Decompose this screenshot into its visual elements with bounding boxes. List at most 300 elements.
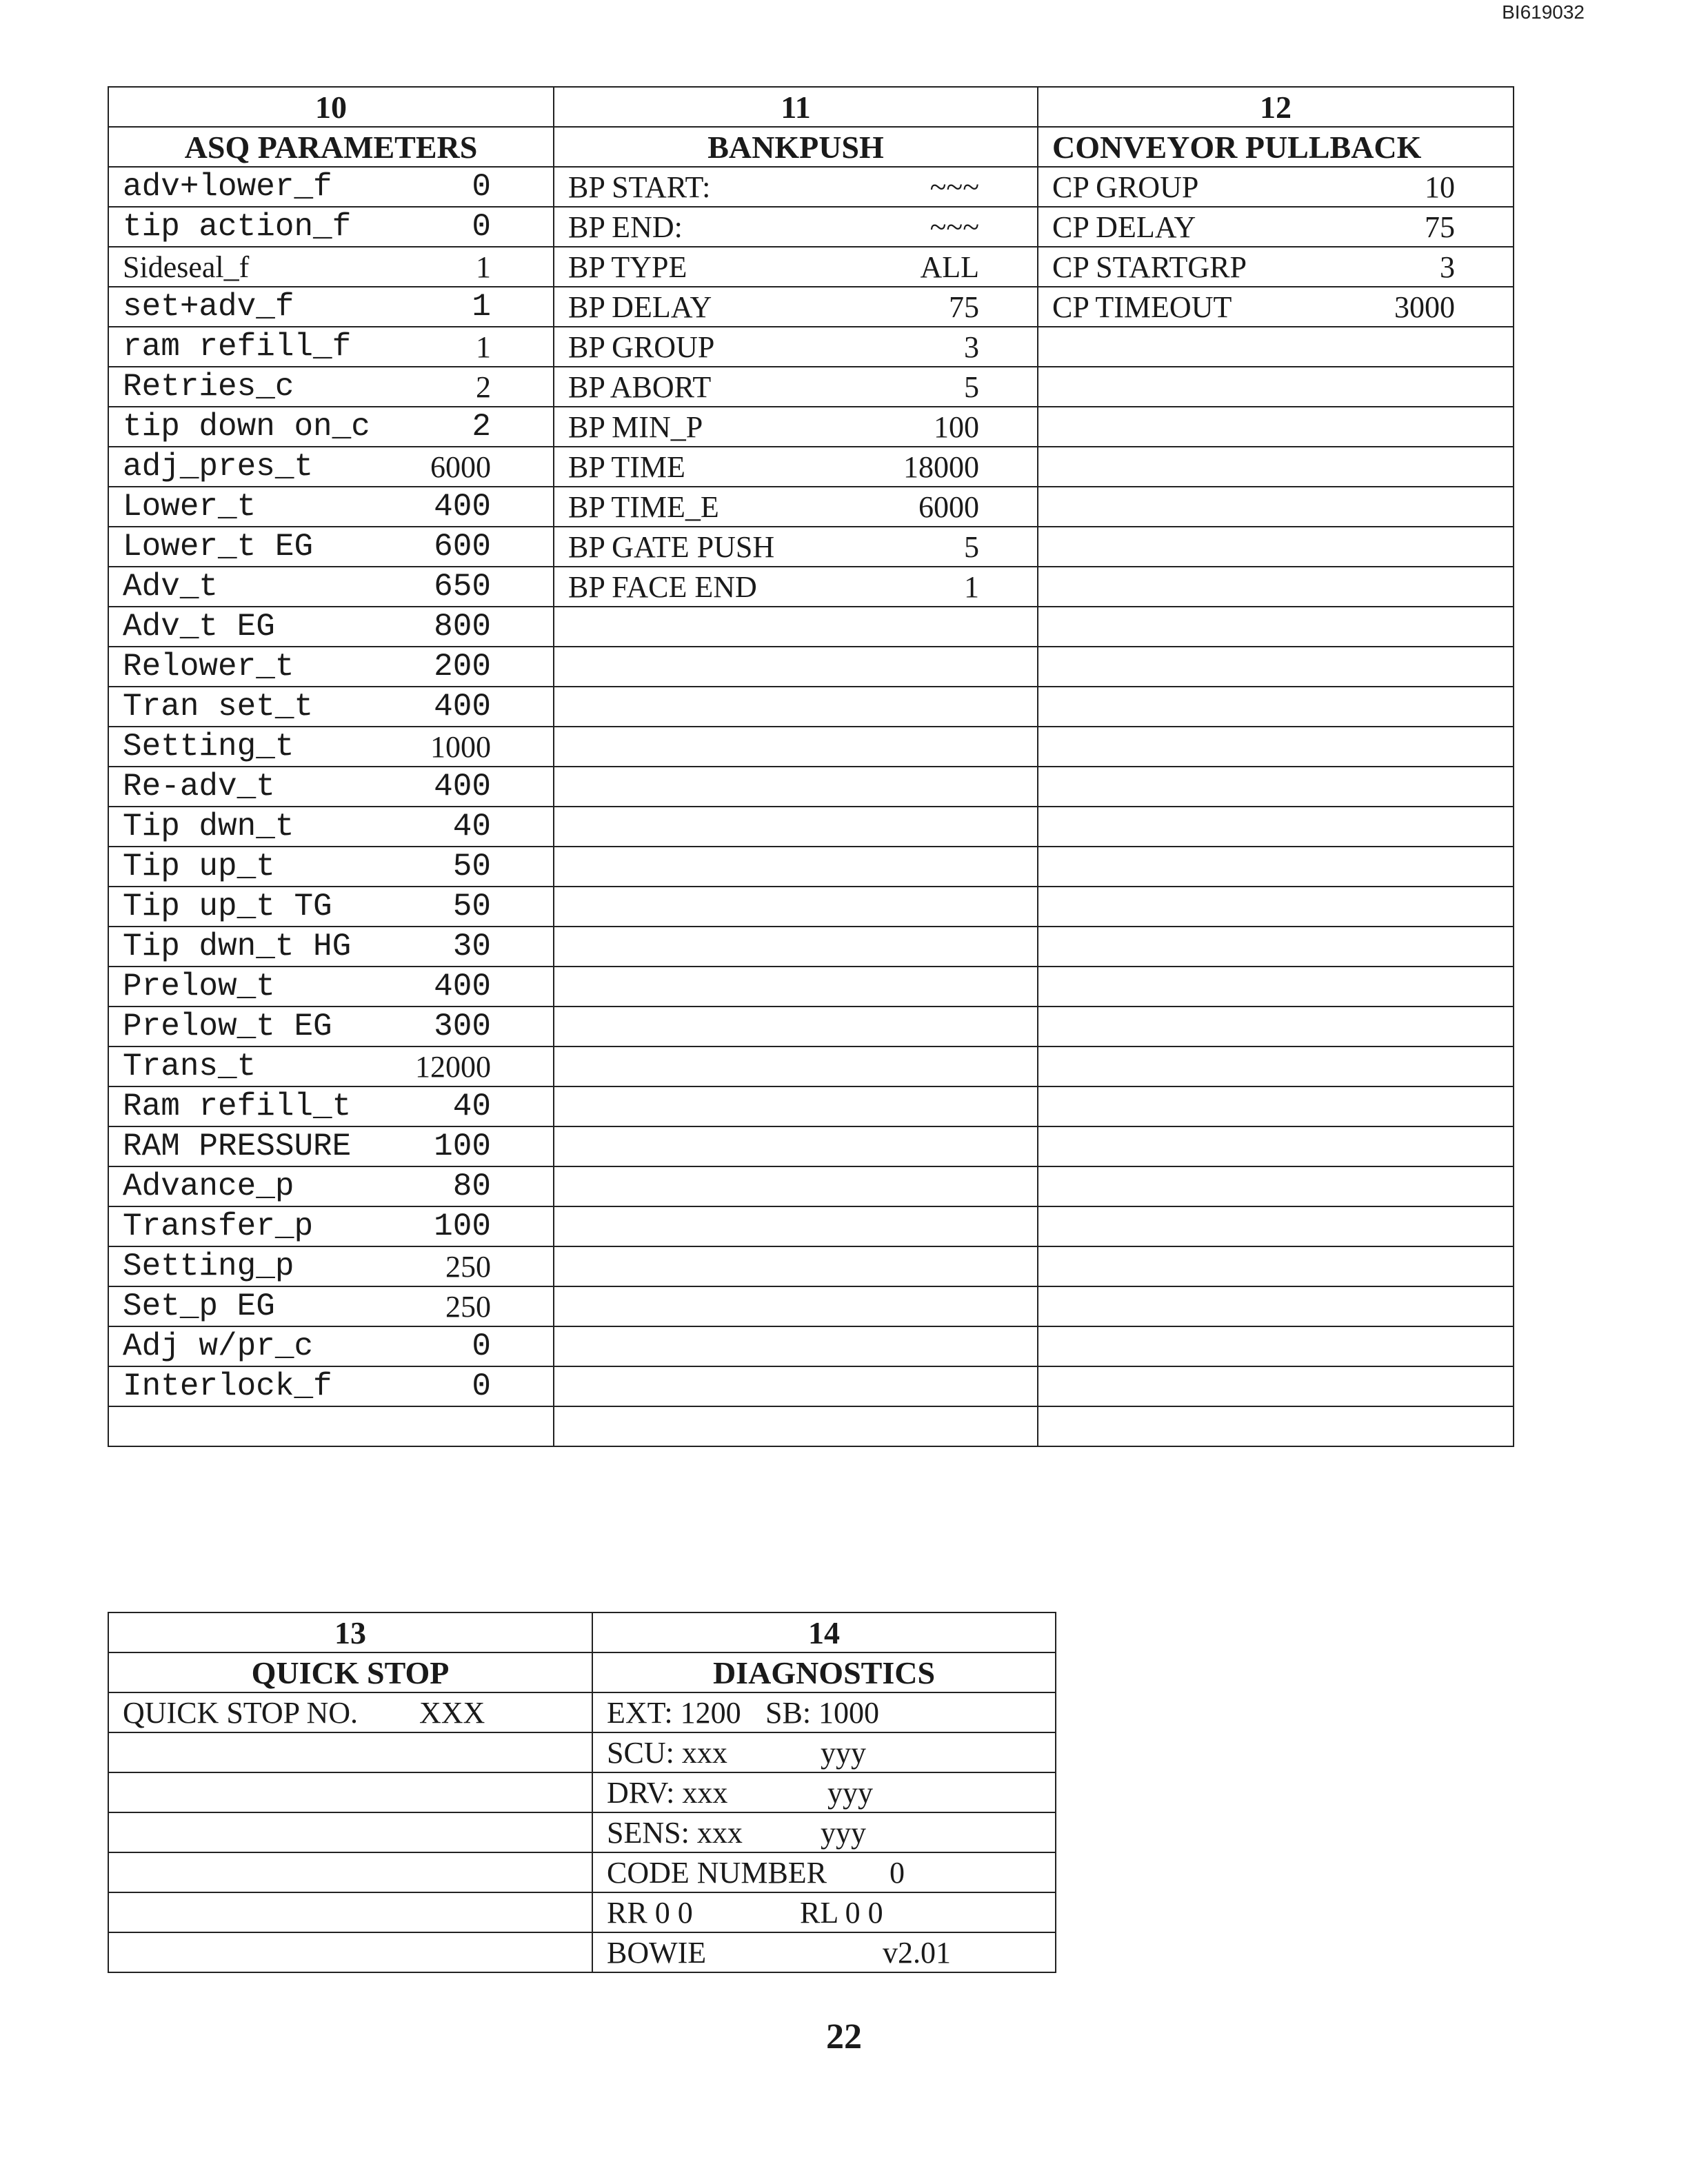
diagnostics-cell <box>592 1732 1056 1772</box>
bankpush-cell <box>554 207 1038 247</box>
asq-param <box>123 169 539 205</box>
conveyor-param-value: 3000 <box>1394 290 1455 324</box>
asq-cell <box>108 1246 554 1286</box>
diagnostics-cell <box>592 1892 1056 1932</box>
bankpush-param-label: BP GROUP <box>568 330 715 364</box>
bankpush-param <box>568 250 1023 285</box>
quick-stop-label: QUICK STOP NO. <box>123 1695 359 1730</box>
quick-stop-cell <box>108 1692 592 1732</box>
column-title-row <box>108 127 1514 167</box>
table-row <box>108 1246 1514 1286</box>
asq-param-label: Adv_t <box>123 569 219 605</box>
bankpush-cell <box>554 967 1038 1007</box>
asq-cell <box>108 1286 554 1326</box>
asq-param-value: 650 <box>434 569 491 605</box>
bottom-title-row <box>108 1652 1056 1692</box>
asq-param-label: adv+lower_f <box>123 169 332 205</box>
asq-cell <box>108 287 554 327</box>
conveyor-cell <box>1038 1406 1514 1446</box>
asq-param <box>123 809 539 845</box>
page-number: 22 <box>826 2017 862 2056</box>
asq-param-label: Transfer_p <box>123 1209 314 1244</box>
asq-param <box>123 729 539 765</box>
asq-param-value: 80 <box>452 1169 491 1204</box>
asq-param-label: Setting_t <box>123 729 294 765</box>
bankpush-cell <box>554 247 1038 287</box>
table-row <box>108 1286 1514 1326</box>
table-row <box>108 287 1514 327</box>
conveyor-cell <box>1038 1206 1514 1246</box>
bankpush-cell <box>554 1046 1038 1086</box>
conveyor-cell <box>1038 1007 1514 1046</box>
conveyor-cell <box>1038 367 1514 407</box>
column-title: DIAGNOSTICS <box>592 1652 1056 1692</box>
asq-cell <box>108 167 554 207</box>
conveyor-cell <box>1038 447 1514 487</box>
table-row <box>108 1932 1056 1972</box>
asq-param-value: 400 <box>434 489 491 525</box>
bankpush-param-value: 100 <box>934 410 979 444</box>
quick-stop-cell <box>108 1932 592 1972</box>
table-row <box>108 847 1514 887</box>
conveyor-param <box>1052 210 1499 245</box>
diagnostics-item-value: 0 <box>890 1855 905 1890</box>
conveyor-cell <box>1038 407 1514 447</box>
conveyor-param-value: 75 <box>1425 210 1455 244</box>
table-row <box>108 1692 1056 1732</box>
bankpush-param <box>568 489 1023 525</box>
table-row <box>108 767 1514 807</box>
conveyor-cell <box>1038 727 1514 767</box>
asq-cell <box>108 447 554 487</box>
conveyor-cell <box>1038 687 1514 727</box>
quick-stop-cell <box>108 1852 592 1892</box>
bankpush-param-label: BP DELAY <box>568 290 712 324</box>
asq-param-value: 40 <box>452 809 491 845</box>
asq-param-value: 1 <box>476 330 491 364</box>
diagnostics-item <box>607 1895 1041 1930</box>
conveyor-cell <box>1038 847 1514 887</box>
conveyor-cell <box>1038 1326 1514 1366</box>
diagnostics-cell <box>592 1812 1056 1852</box>
diagnostics-cell <box>592 1932 1056 1972</box>
asq-param-value: 100 <box>434 1129 491 1164</box>
table-row <box>108 487 1514 527</box>
conveyor-param-label: CP STARTGRP <box>1052 250 1247 284</box>
conveyor-cell <box>1038 527 1514 567</box>
asq-param-label: Adv_t EG <box>123 609 275 645</box>
conveyor-cell <box>1038 487 1514 527</box>
conveyor-cell <box>1038 1366 1514 1406</box>
asq-param <box>123 849 539 884</box>
diagnostics-cell <box>592 1772 1056 1812</box>
conveyor-cell <box>1038 327 1514 367</box>
asq-param-value: 200 <box>434 649 491 685</box>
conveyor-cell <box>1038 807 1514 847</box>
asq-param-label: Tip up_t <box>123 849 275 884</box>
asq-cell <box>108 647 554 687</box>
bankpush-param-value: ALL <box>920 250 979 284</box>
diagnostics-item-label: CODE NUMBER <box>607 1855 827 1890</box>
asq-param-value: 30 <box>452 929 491 964</box>
asq-cell <box>108 1366 554 1406</box>
bankpush-cell <box>554 887 1038 927</box>
table-row <box>108 407 1514 447</box>
asq-param <box>123 1368 539 1404</box>
quick-stop-value: XXX <box>419 1695 485 1730</box>
bankpush-cell <box>554 407 1038 447</box>
bankpush-param-value: 18000 <box>903 449 979 484</box>
bankpush-param <box>568 569 1023 605</box>
conveyor-cell <box>1038 927 1514 967</box>
asq-param-value: 400 <box>434 969 491 1004</box>
column-title: BANKPUSH <box>554 127 1038 167</box>
asq-cell <box>108 487 554 527</box>
diagnostics-item-value: SB: 1000 <box>765 1695 880 1730</box>
asq-param-label: Tip dwn_t <box>123 809 294 845</box>
conveyor-cell <box>1038 207 1514 247</box>
parameters-table <box>108 86 1514 1447</box>
asq-param-label: Prelow_t EG <box>123 1009 332 1044</box>
asq-param-value: 400 <box>434 769 491 805</box>
bankpush-cell <box>554 327 1038 367</box>
bankpush-cell <box>554 927 1038 967</box>
asq-param-value: 1000 <box>430 729 491 764</box>
diagnostics-cell <box>592 1692 1056 1732</box>
table-row <box>108 1772 1056 1812</box>
quick-stop-param <box>123 1695 578 1730</box>
diagnostics-item-label: DRV: xxx <box>607 1775 728 1810</box>
bottom-number-row <box>108 1612 1056 1652</box>
asq-param-value: 6000 <box>430 449 491 484</box>
bankpush-cell <box>554 727 1038 767</box>
table-row <box>108 1852 1056 1892</box>
table-row <box>108 1812 1056 1852</box>
table-row <box>108 1326 1514 1366</box>
asq-param <box>123 329 539 365</box>
table-row <box>108 887 1514 927</box>
table-row <box>108 1166 1514 1206</box>
bankpush-param-value: ~~~ <box>930 210 979 244</box>
table-row <box>108 1892 1056 1932</box>
asq-param <box>123 689 539 725</box>
bankpush-cell <box>554 487 1038 527</box>
asq-param-label: Sideseal_f <box>123 250 250 284</box>
asq-param-label: Tip up_t TG <box>123 889 332 924</box>
asq-param <box>123 449 539 485</box>
asq-param-value: 1 <box>476 250 491 284</box>
asq-param-value: 0 <box>472 169 491 205</box>
bankpush-cell <box>554 367 1038 407</box>
conveyor-cell <box>1038 1166 1514 1206</box>
asq-param-value: 50 <box>452 849 491 884</box>
conveyor-cell <box>1038 607 1514 647</box>
asq-param <box>123 769 539 805</box>
asq-cell <box>108 247 554 287</box>
conveyor-param-label: CP TIMEOUT <box>1052 290 1232 324</box>
asq-cell <box>108 1206 554 1246</box>
asq-cell <box>108 327 554 367</box>
asq-param <box>123 569 539 605</box>
diagnostics-item-value: RL 0 0 <box>800 1895 883 1930</box>
conveyor-cell <box>1038 567 1514 607</box>
asq-param-label: Re-adv_t <box>123 769 275 805</box>
bankpush-cell <box>554 1326 1038 1366</box>
table-row <box>108 1086 1514 1126</box>
table-row <box>108 367 1514 407</box>
conveyor-param <box>1052 170 1499 205</box>
asq-param-label: Prelow_t <box>123 969 275 1004</box>
asq-param <box>123 649 539 685</box>
asq-param-label: Tip dwn_t HG <box>123 929 352 964</box>
asq-param-label: RAM PRESSURE <box>123 1129 352 1164</box>
asq-param-label: tip down on_c <box>123 409 370 445</box>
bankpush-cell <box>554 647 1038 687</box>
table-row <box>108 1406 1514 1446</box>
bankpush-cell <box>554 807 1038 847</box>
diagnostics-item-label: EXT: 1200 <box>607 1695 741 1730</box>
asq-param-value: 300 <box>434 1009 491 1044</box>
table-row <box>108 1046 1514 1086</box>
bankpush-param <box>568 170 1023 205</box>
asq-param <box>123 250 539 285</box>
asq-cell <box>108 1007 554 1046</box>
asq-cell <box>108 1046 554 1086</box>
column-number: 10 <box>108 87 554 127</box>
diagnostics-item <box>607 1855 1041 1890</box>
asq-cell <box>108 767 554 807</box>
conveyor-cell <box>1038 1246 1514 1286</box>
asq-param-label: set+adv_f <box>123 289 294 325</box>
table-row <box>108 207 1514 247</box>
table-row <box>108 527 1514 567</box>
diagnostics-item-label: SENS: xxx <box>607 1815 743 1850</box>
asq-param-label: tip action_f <box>123 209 352 245</box>
table-row <box>108 447 1514 487</box>
asq-param-value: 400 <box>434 689 491 725</box>
asq-cell <box>108 367 554 407</box>
diagnostics-item-label: BOWIE <box>607 1935 707 1970</box>
bankpush-cell <box>554 607 1038 647</box>
bankpush-param-label: BP MIN_P <box>568 410 703 444</box>
diagnostics-item-value: v2.01 <box>883 1935 951 1970</box>
quick-stop-cell <box>108 1812 592 1852</box>
table-row <box>108 727 1514 767</box>
asq-param-label: Set_p EG <box>123 1288 275 1324</box>
asq-param <box>123 1328 539 1364</box>
column-number-row <box>108 87 1514 127</box>
asq-param-label: Lower_t <box>123 489 257 525</box>
asq-param-value: 40 <box>452 1089 491 1124</box>
asq-param <box>123 609 539 645</box>
asq-cell <box>108 847 554 887</box>
conveyor-param-label: CP DELAY <box>1052 210 1196 244</box>
table-row <box>108 967 1514 1007</box>
table-row <box>108 687 1514 727</box>
conveyor-cell <box>1038 247 1514 287</box>
column-number: 11 <box>554 87 1038 127</box>
asq-cell <box>108 887 554 927</box>
asq-param <box>123 1009 539 1044</box>
table-row <box>108 1206 1514 1246</box>
diagnostics-table <box>108 1612 1056 1973</box>
bankpush-cell <box>554 1366 1038 1406</box>
asq-cell <box>108 1126 554 1166</box>
bankpush-cell <box>554 1086 1038 1126</box>
conveyor-param <box>1052 250 1499 285</box>
bankpush-cell <box>554 1286 1038 1326</box>
quick-stop-cell <box>108 1772 592 1812</box>
table-row <box>108 807 1514 847</box>
asq-param-value: 2 <box>476 370 491 404</box>
asq-param-value: 12000 <box>415 1049 491 1084</box>
table-row <box>108 247 1514 287</box>
bankpush-param-value: 5 <box>964 370 979 404</box>
asq-cell <box>108 567 554 607</box>
table-row <box>108 327 1514 367</box>
bankpush-param-label: BP END: <box>568 210 683 244</box>
asq-param <box>123 1089 539 1124</box>
column-number: 14 <box>592 1612 1056 1652</box>
quick-stop-cell <box>108 1732 592 1772</box>
bankpush-cell <box>554 687 1038 727</box>
bankpush-param <box>568 529 1023 565</box>
asq-cell <box>108 1166 554 1206</box>
bankpush-param-label: BP TIME <box>568 449 685 484</box>
bankpush-param-value: 75 <box>949 290 979 324</box>
diagnostics-item-value: yyy <box>821 1735 866 1770</box>
asq-cell <box>108 1326 554 1366</box>
asq-param-value: 800 <box>434 609 491 645</box>
bankpush-cell <box>554 167 1038 207</box>
conveyor-param-value: 3 <box>1440 250 1455 284</box>
asq-param-label: Interlock_f <box>123 1368 332 1404</box>
asq-param-value: 0 <box>472 209 491 245</box>
asq-param <box>123 1209 539 1244</box>
asq-param-label: Advance_p <box>123 1169 294 1204</box>
asq-cell <box>108 1086 554 1126</box>
asq-param-label: ram refill_f <box>123 329 352 365</box>
asq-cell <box>108 407 554 447</box>
conveyor-cell <box>1038 767 1514 807</box>
conveyor-param <box>1052 290 1499 325</box>
asq-param-value: 250 <box>445 1249 491 1284</box>
column-title: ASQ PARAMETERS <box>108 127 554 167</box>
bankpush-param-label: BP TIME_E <box>568 489 719 524</box>
asq-param-label: Lower_t EG <box>123 529 314 565</box>
diagnostics-item <box>607 1735 1041 1770</box>
asq-param <box>123 289 539 325</box>
asq-param-value: 250 <box>445 1289 491 1324</box>
asq-cell <box>108 1406 554 1446</box>
bankpush-param <box>568 210 1023 245</box>
bankpush-param <box>568 370 1023 405</box>
conveyor-cell <box>1038 1126 1514 1166</box>
quick-stop-cell <box>108 1892 592 1932</box>
diagnostics-item-value: yyy <box>827 1775 873 1810</box>
conveyor-cell <box>1038 887 1514 927</box>
bankpush-param-value: 6000 <box>918 489 979 524</box>
bankpush-param-label: BP ABORT <box>568 370 712 404</box>
bankpush-cell <box>554 847 1038 887</box>
table-row <box>108 607 1514 647</box>
asq-param-value: 600 <box>434 529 491 565</box>
table-row <box>108 927 1514 967</box>
asq-param <box>123 1248 539 1284</box>
diagnostics-item <box>607 1935 1041 1970</box>
table-row <box>108 167 1514 207</box>
bankpush-param <box>568 330 1023 365</box>
conveyor-cell <box>1038 1086 1514 1126</box>
asq-param <box>123 529 539 565</box>
asq-param-value: 100 <box>434 1209 491 1244</box>
asq-param <box>123 409 539 445</box>
table-row <box>108 647 1514 687</box>
bankpush-cell <box>554 767 1038 807</box>
table-row <box>108 567 1514 607</box>
asq-param-label: Relower_t <box>123 649 294 685</box>
bankpush-cell <box>554 287 1038 327</box>
bankpush-cell <box>554 1246 1038 1286</box>
asq-param <box>123 1169 539 1204</box>
bankpush-cell <box>554 447 1038 487</box>
bankpush-param-value: 3 <box>964 330 979 364</box>
bankpush-cell <box>554 567 1038 607</box>
asq-param-label: Ram refill_t <box>123 1089 352 1124</box>
bankpush-param-value: 1 <box>964 569 979 604</box>
conveyor-cell <box>1038 967 1514 1007</box>
asq-param <box>123 929 539 964</box>
diagnostics-item-value: yyy <box>821 1815 866 1850</box>
bankpush-param-label: BP START: <box>568 170 711 204</box>
diagnostics-item-label: RR 0 0 <box>607 1895 693 1930</box>
diagnostics-item-label: SCU: xxx <box>607 1735 727 1770</box>
column-title: CONVEYOR PULLBACK <box>1038 127 1514 167</box>
asq-cell <box>108 967 554 1007</box>
conveyor-cell <box>1038 1286 1514 1326</box>
asq-param <box>123 1049 539 1084</box>
bankpush-param-label: BP GATE PUSH <box>568 529 775 564</box>
asq-param-label: Adj w/pr_c <box>123 1328 314 1364</box>
table-row <box>108 1366 1514 1406</box>
bankpush-cell <box>554 1406 1038 1446</box>
asq-param-label: Trans_t <box>123 1049 257 1084</box>
asq-param <box>123 889 539 924</box>
asq-param-label: Setting_p <box>123 1248 294 1284</box>
column-number: 13 <box>108 1612 592 1652</box>
bankpush-cell <box>554 527 1038 567</box>
asq-cell <box>108 727 554 767</box>
bankpush-param <box>568 410 1023 445</box>
asq-cell <box>108 527 554 567</box>
conveyor-cell <box>1038 647 1514 687</box>
asq-param <box>123 1288 539 1324</box>
asq-param <box>123 969 539 1004</box>
asq-param-value: 50 <box>452 889 491 924</box>
asq-param <box>123 489 539 525</box>
asq-cell <box>108 687 554 727</box>
conveyor-param-label: CP GROUP <box>1052 170 1199 204</box>
diagnostics-item <box>607 1775 1041 1810</box>
asq-cell <box>108 207 554 247</box>
conveyor-cell <box>1038 1046 1514 1086</box>
asq-param <box>123 1129 539 1164</box>
asq-param-label: adj_pres_t <box>123 449 314 485</box>
conveyor-cell <box>1038 167 1514 207</box>
asq-param <box>123 369 539 405</box>
bankpush-param-label: BP FACE END <box>568 569 757 604</box>
asq-param-value: 0 <box>472 1368 491 1404</box>
